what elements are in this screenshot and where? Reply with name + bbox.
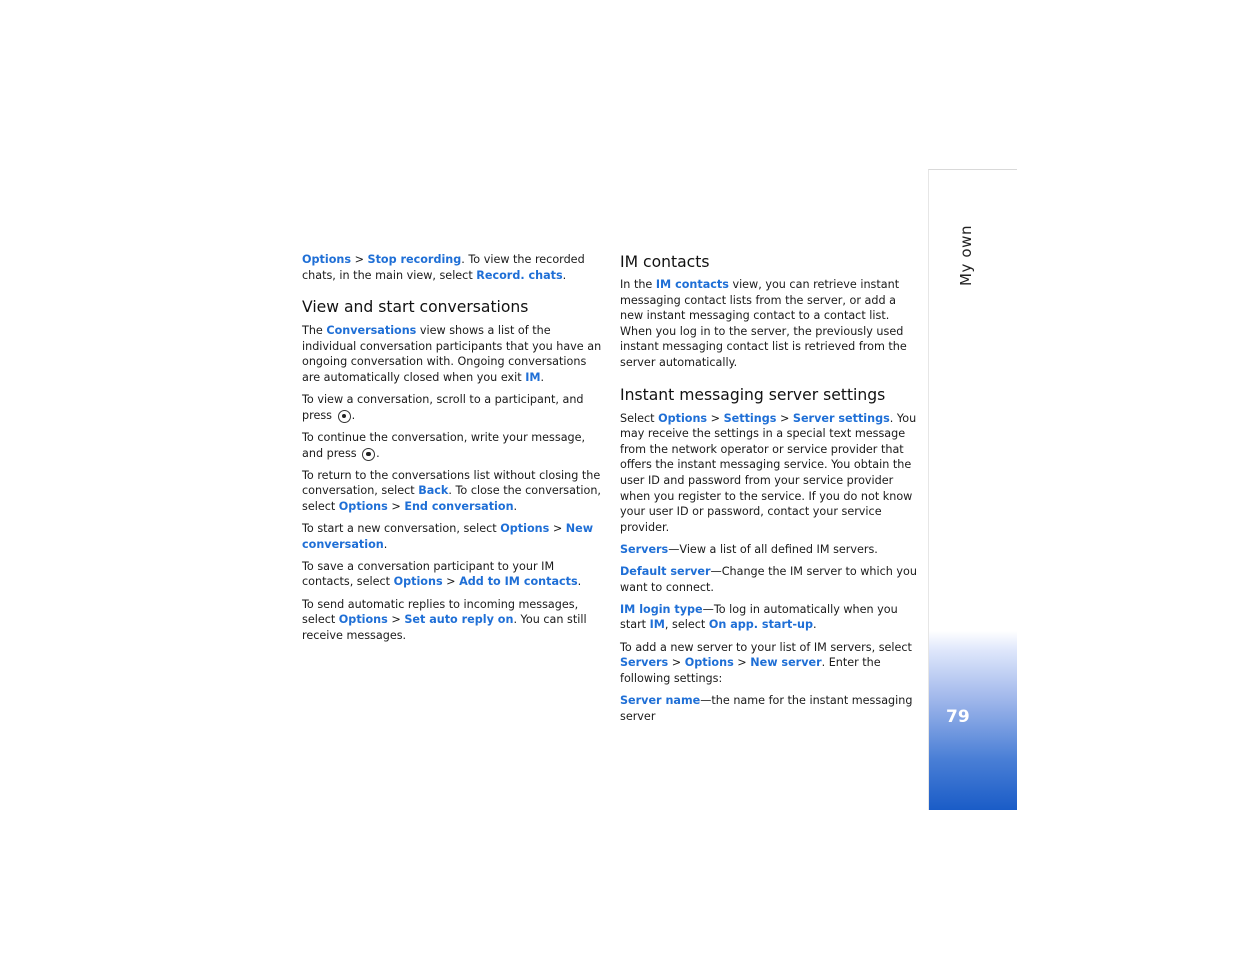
- right-column: [620, 252, 920, 731]
- settings-link[interactable]: Settings: [723, 411, 777, 425]
- left-column: [302, 252, 602, 650]
- record-chats-link[interactable]: Record. chats: [476, 268, 563, 282]
- options-link[interactable]: Options: [338, 613, 388, 627]
- new-conversation-link[interactable]: New conversation: [302, 522, 594, 551]
- paragraph-view-conversation: To view a conversation, scroll to a participant, and press .: [302, 393, 584, 422]
- paragraph-default-server: Default server—Change the IM server to which you want to connect.: [620, 565, 917, 594]
- im-login-type-link[interactable]: IM login type: [620, 602, 703, 616]
- im-link[interactable]: IM: [649, 618, 665, 632]
- paragraph-auto-reply: To send automatic replies to incoming messages, select Options > Set auto reply on. You can still receive messages.: [302, 597, 587, 642]
- paragraph-conversations-view: The Conversations view shows a list of the individual conversation participants that you have an ongoing conversation with. Ongoing conversations are automatically closed when you exit IM.: [302, 324, 602, 384]
- paragraph-save-participant: To save a conversation participant to your IM contacts, select Options > Add to IM contacts.: [302, 559, 582, 589]
- paragraph-server-name: Server name—the name for the instant messaging server: [620, 694, 913, 723]
- new-server-link[interactable]: New server: [750, 656, 822, 670]
- page-number: 79: [946, 707, 970, 727]
- joystick-select-icon: [362, 448, 375, 461]
- add-to-im-contacts-link[interactable]: Add to IM contacts: [459, 575, 578, 589]
- paragraph-server-settings: Select Options > Settings > Server settings. You may receive the settings in a special text message from the network operator or service provider that offers the instant messaging service. You obtain the user ID and password from your service provider when you register to the service. If you do not know your user ID or password, contact your service provider.: [620, 411, 917, 534]
- paragraph-im-login-type: IM login type—To log in automatically when you start IM, select On app. start-up.: [620, 602, 898, 632]
- im-link[interactable]: IM: [525, 370, 541, 384]
- server-name-link[interactable]: Server name: [620, 694, 701, 708]
- paragraph-add-new-server: To add a new server to your list of IM servers, select Servers > Options > New server. Enter the following settings:: [620, 640, 912, 685]
- on-app-start-up-link[interactable]: On app. start-up: [708, 618, 813, 632]
- stop-recording-link[interactable]: Stop recording: [367, 253, 462, 266]
- options-link[interactable]: Options: [338, 499, 388, 513]
- options-link[interactable]: Options: [393, 575, 443, 589]
- paragraph-stop-recording: Options > Stop recording. To view the recorded chats, in the main view, select Record. chats.: [302, 253, 585, 282]
- set-auto-reply-on-link[interactable]: Set auto reply on: [404, 613, 514, 627]
- server-settings-link[interactable]: Server settings: [792, 411, 890, 425]
- paragraph-servers: Servers—View a list of all defined IM servers.: [620, 542, 878, 556]
- servers-link[interactable]: Servers: [620, 542, 669, 556]
- options-link[interactable]: Options: [658, 411, 708, 425]
- options-link[interactable]: Options: [500, 522, 550, 536]
- paragraph-return-to-list: To return to the conversations list without closing the conversation, select Back. To close the conversation, select Options > End conversation.: [302, 468, 601, 513]
- heading-view-start-conversations: View and start conversations: [302, 298, 529, 317]
- heading-server-settings: Instant messaging server settings: [620, 385, 886, 404]
- end-conversation-link[interactable]: End conversation: [404, 499, 514, 513]
- servers-link[interactable]: Servers: [620, 656, 669, 670]
- paragraph-new-conversation: To start a new conversation, select Options > New conversation.: [302, 522, 594, 551]
- chapter-label: My own: [957, 224, 975, 286]
- paragraph-continue-conversation: To continue the conversation, write your message, and press .: [302, 430, 586, 460]
- paragraph-im-contacts-view: In the IM contacts view, you can retrieve instant messaging contact lists from the server, or add a new instant messaging contact to a contact list. When you log in to the server, the previously used instant messaging contact list is retrieved from the server automatically.: [620, 278, 907, 369]
- heading-im-contacts: IM contacts: [620, 253, 710, 271]
- default-server-link[interactable]: Default server: [620, 565, 711, 579]
- back-link[interactable]: Back: [418, 484, 449, 498]
- options-link[interactable]: Options: [684, 656, 734, 670]
- joystick-select-icon: [338, 410, 351, 423]
- im-contacts-link[interactable]: IM contacts: [655, 278, 729, 291]
- conversations-link[interactable]: Conversations: [326, 324, 417, 338]
- options-link[interactable]: Options: [302, 253, 352, 266]
